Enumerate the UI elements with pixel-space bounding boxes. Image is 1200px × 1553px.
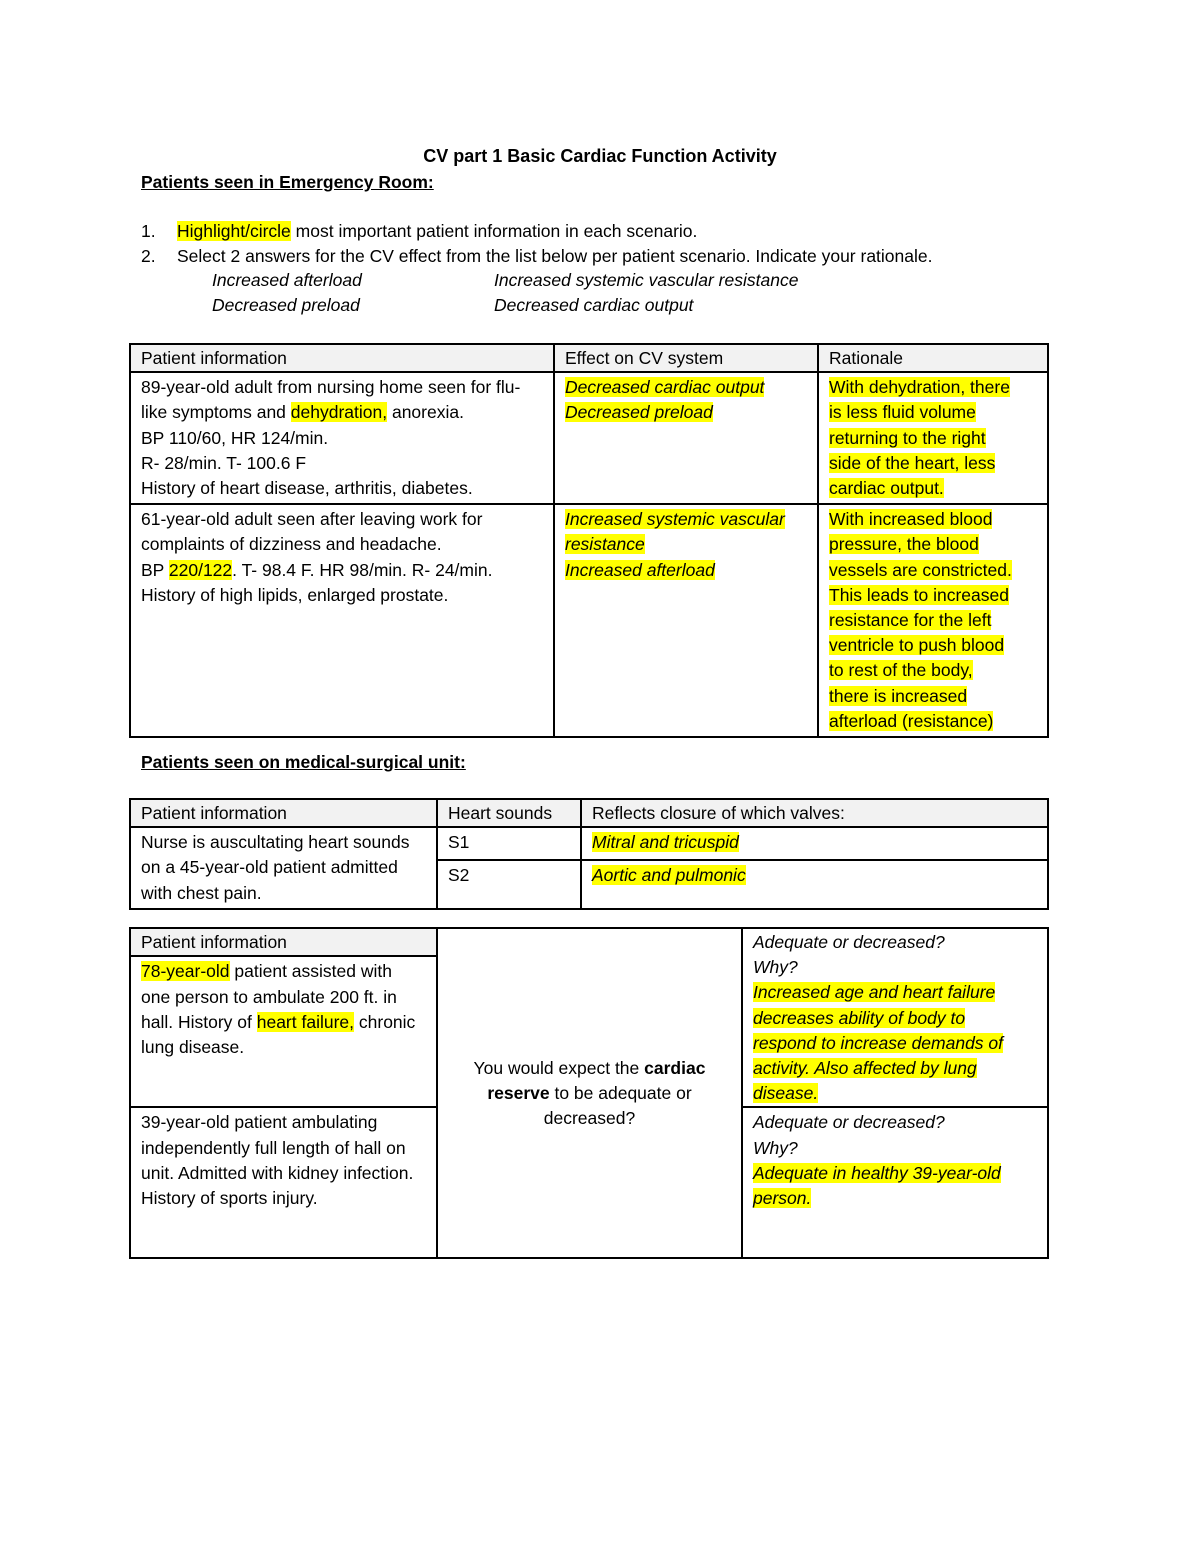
cardiac-reserve-header bbox=[130, 928, 1048, 956]
table-row bbox=[130, 827, 1048, 860]
row1-rationale-line: is less fluid volume bbox=[829, 402, 976, 423]
instruction-2-text: Select 2 answers for the CV effect from the list below per patient scenario. Indicate your rationale. bbox=[177, 246, 933, 266]
answer-prompt: Adequate or decreased? bbox=[753, 1112, 945, 1133]
heart-sounds-table bbox=[129, 798, 1049, 910]
answer-cell-1 bbox=[742, 928, 1048, 1107]
er-table bbox=[129, 343, 1049, 738]
answer-why: Why? bbox=[753, 1137, 798, 1158]
row2-rationale bbox=[818, 504, 1048, 737]
row1-rationale-line: With dehydration, there bbox=[829, 377, 1010, 398]
row2-rationale-line: With increased blood bbox=[829, 509, 993, 530]
row2-effect-1: Increased systemic vascular bbox=[565, 509, 785, 530]
row2-effect-1b: resistance bbox=[565, 534, 645, 555]
table-row bbox=[130, 372, 1048, 504]
instruction-1 bbox=[141, 219, 697, 244]
heart-sounds-patient-info: Nurse is auscultating heart sounds on a 45-year-old patient admitted with chest pain. bbox=[130, 827, 437, 909]
row2-history: History of high lipids, enlarged prostate. bbox=[141, 584, 449, 605]
header-effect: Effect on CV system bbox=[554, 344, 818, 372]
p1-hf-highlight: heart failure, bbox=[256, 1011, 355, 1032]
answer-prompt: Adequate or decreased? bbox=[753, 932, 945, 952]
answer-line: disease. bbox=[753, 1083, 819, 1104]
row1-vitals: BP 110/60, HR 124/min. bbox=[141, 427, 329, 448]
row1-vitals-2: R- 28/min. T- 100.6 F bbox=[141, 452, 307, 473]
header-rationale: Rationale bbox=[818, 344, 1048, 372]
row2-rationale-line: there is increased bbox=[829, 685, 968, 706]
row1-effect-2: Decreased preload bbox=[565, 402, 713, 423]
s1-answer-text: Mitral and tricuspid bbox=[592, 832, 739, 853]
answer-line: Adequate in healthy 39-year-old bbox=[753, 1162, 1001, 1183]
page-title: CV part 1 Basic Cardiac Function Activity bbox=[423, 146, 777, 166]
table-row bbox=[130, 504, 1048, 737]
question-text-2: to be adequate or decreased? bbox=[543, 1083, 692, 1129]
header-patient-info: Patient information bbox=[130, 344, 554, 372]
row1-history: History of heart disease, arthritis, diabetes. bbox=[141, 478, 473, 499]
row2-patient-info bbox=[130, 504, 554, 737]
instruction-1-number: 1. bbox=[141, 221, 156, 241]
answer-line: person. bbox=[753, 1188, 812, 1209]
row2-rationale-line: This leads to increased bbox=[829, 584, 1009, 605]
row1-rationale-line: cardiac output. bbox=[829, 478, 944, 499]
question-bold-2: reserve bbox=[487, 1083, 550, 1104]
instruction-2-number: 2. bbox=[141, 246, 156, 266]
s2-answer bbox=[581, 860, 1048, 909]
row1-info-text-2: anorexia. bbox=[387, 402, 464, 423]
patient-39-info: 39-year-old patient ambulating independently full length of hall on unit. Admitted with kidney infection. History of sports injury. bbox=[130, 1107, 437, 1258]
cardiac-reserve-question bbox=[437, 928, 742, 1258]
header-patient-info: Patient information bbox=[130, 928, 437, 956]
row1-rationale-line: side of the heart, less bbox=[829, 452, 996, 473]
section-heading-med-surg: Patients seen on medical-surgical unit: bbox=[141, 752, 466, 772]
question-text: You would expect the bbox=[473, 1057, 645, 1078]
patient-78-info bbox=[130, 956, 437, 1107]
row1-info-text: 89-year-old adult from nursing home seen for flu-like symptoms and bbox=[141, 377, 521, 423]
row1-info-highlight: dehydration, bbox=[290, 402, 388, 423]
row1-rationale-line: returning to the right bbox=[829, 427, 986, 448]
question-bold: cardiac bbox=[644, 1057, 706, 1078]
row2-rationale-line: to rest of the body, bbox=[829, 660, 973, 681]
answer-line: Increased age and heart failure bbox=[753, 982, 996, 1003]
s2-label: S2 bbox=[437, 860, 581, 909]
answer-line: respond to increase demands of bbox=[753, 1032, 1004, 1053]
row2-vitals: . T- 98.4 F. HR 98/min. R- 24/min. bbox=[232, 559, 493, 580]
row2-rationale-line: resistance for the left bbox=[829, 610, 992, 631]
header-valves: Reflects closure of which valves: bbox=[581, 799, 1048, 827]
answer-cell-2 bbox=[742, 1107, 1048, 1258]
cardiac-reserve-table bbox=[129, 927, 1049, 1259]
heart-sounds-header bbox=[130, 799, 1048, 827]
instruction-1-text: most important patient information in each scenario. bbox=[290, 221, 698, 241]
instruction-2 bbox=[141, 244, 932, 269]
p1-text-2: chronic lung disease. bbox=[141, 1011, 416, 1057]
option-increased-afterload: Increased afterload bbox=[212, 270, 362, 290]
row2-info-text: 61-year-old adult seen after leaving work for complaints of dizziness and headache. bbox=[141, 509, 483, 555]
er-table-header bbox=[130, 344, 1048, 372]
row1-effect bbox=[554, 372, 818, 504]
s2-answer-text: Aortic and pulmonic bbox=[592, 865, 746, 886]
row2-effect-2: Increased afterload bbox=[565, 559, 715, 580]
p1-text: patient assisted with one person to ambulate 200 ft. in hall. History of bbox=[141, 961, 397, 1032]
answer-why: Why? bbox=[753, 957, 798, 978]
row2-rationale-line: vessels are constricted. bbox=[829, 559, 1012, 580]
header-heart-sounds: Heart sounds bbox=[437, 799, 581, 827]
option-increased-svr: Increased systemic vascular resistance bbox=[494, 270, 799, 290]
answer-line: activity. Also affected by lung bbox=[753, 1058, 977, 1079]
row2-rationale-line: ventricle to push blood bbox=[829, 635, 1005, 656]
p1-age-highlight: 78-year-old bbox=[141, 961, 230, 982]
row2-bp-label: BP bbox=[141, 559, 169, 580]
option-decreased-cardiac-output: Decreased cardiac output bbox=[494, 295, 694, 315]
row2-bp-highlight: 220/122 bbox=[168, 559, 233, 580]
header-patient-info: Patient information bbox=[130, 799, 437, 827]
row1-rationale bbox=[818, 372, 1048, 504]
row2-effect bbox=[554, 504, 818, 737]
option-decreased-preload: Decreased preload bbox=[212, 295, 360, 315]
row1-effect-1: Decreased cardiac output bbox=[565, 377, 765, 398]
row2-rationale-line: afterload (resistance) bbox=[829, 710, 994, 731]
s1-answer bbox=[581, 827, 1048, 860]
section-heading-er: Patients seen in Emergency Room: bbox=[141, 172, 434, 192]
row1-patient-info bbox=[130, 372, 554, 504]
instruction-1-highlight: Highlight/circle bbox=[177, 221, 291, 241]
s1-label: S1 bbox=[437, 827, 581, 860]
answer-line: decreases ability of body to bbox=[753, 1007, 966, 1028]
row2-rationale-line: pressure, the blood bbox=[829, 534, 979, 555]
